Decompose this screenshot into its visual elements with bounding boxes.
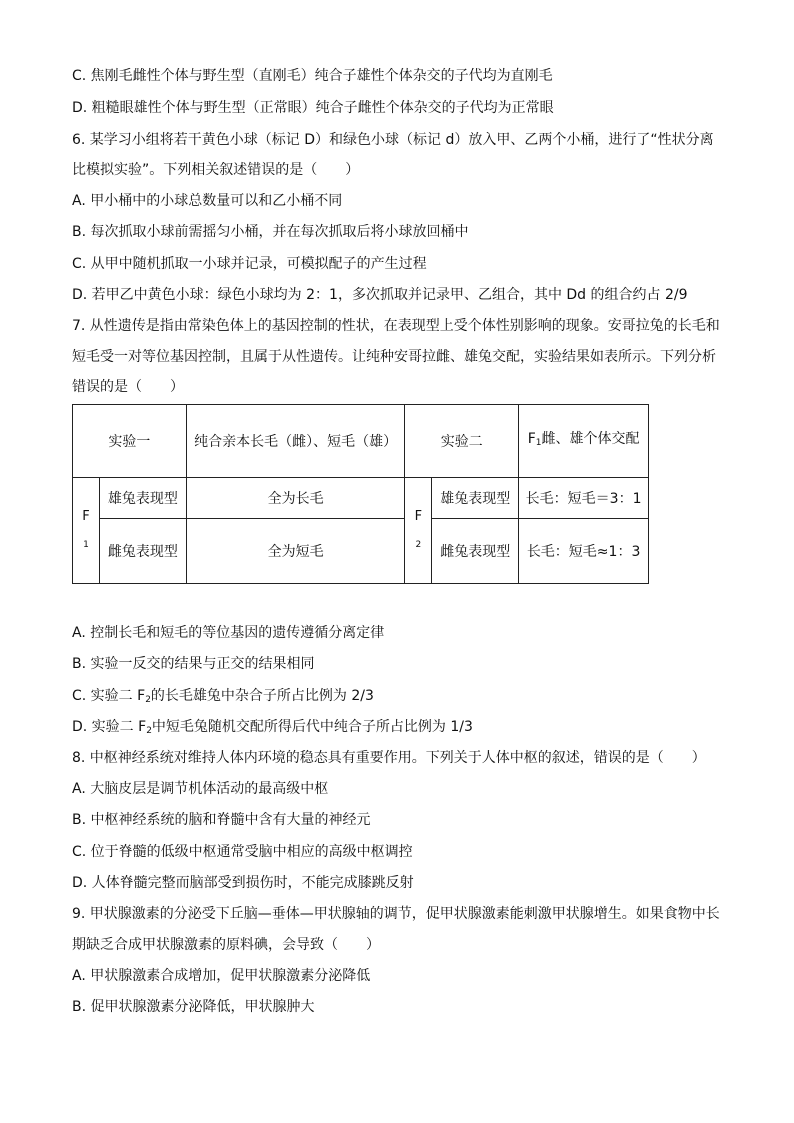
exp1-female-label: 雌兔表现型 [99,519,186,584]
question-7-option-d [72,717,722,741]
question-7-stem-line-2: 短毛受一对等位基因控制，且属于从性遗传。让纯种安哥拉雌、雄兔交配，实验结果如表所示。下列分析 [72,349,716,365]
experiment-2-header: 实验二 [405,405,519,478]
q7-option-d-pre: D. 实验二 F [72,719,147,735]
question-7-option-a: A. 控制长毛和短毛的等位基因的遗传遵循分离定律 [72,625,385,641]
q7-option-d-sub: 2 [146,726,152,736]
exp2-male-label: 雄兔表现型 [432,478,519,519]
question-6-option-b: B. 每次抓取小球前需摇匀小桶，并在每次抓取后将小球放回桶中 [72,224,469,240]
q7-option-c-sub: 2 [145,695,151,705]
exp1-female-result: 全为短毛 [186,519,405,584]
question-6-option-a: A. 甲小桶中的小球总数量可以和乙小桶不同 [72,193,343,209]
exp2-male-result: 长毛：短毛＝3：1 [519,478,649,519]
f2-subscript: 2 [415,539,422,550]
f2-generation-label [405,478,432,584]
question-7-option-c [72,686,722,710]
exp2-desc-text: 雌、雄个体交配 [541,431,640,447]
q7-option-d-post: 中短毛兔随机交配所得后代中纯合子所占比例为 1/3 [151,719,473,735]
experiment-2-description [519,405,649,478]
f1-subscript: 1 [83,539,89,550]
table-row-male [73,478,649,519]
question-6-stem-line-2: 比模拟实验”。下列相关叙述错误的是（ ） [72,162,360,178]
f1-generation-label [73,478,100,584]
question-8-stem: 8. 中枢神经系统对维持人体内环境的稳态具有重要作用。下列关于人体中枢的叙述，错误的是（ ） [72,750,706,766]
f1-letter: F [82,508,90,524]
exp2-female-result: 长毛：短毛≈1：3 [519,519,649,584]
question-7-stem-line-1: 7. 从性遗传是指由常染色体上的基因控制的性状，在表现型上受个体性别影响的现象。安哥拉兔的长毛和 [72,318,720,334]
question-6-option-c: C. 从甲中随机抓取一小球并记录，可模拟配子的产生过程 [72,256,427,272]
q7-option-c-post: 的长毛雄兔中杂合子所占比例为 2/3 [150,688,374,704]
question-9-stem-line-2: 期缺乏合成甲状腺激素的原料碘，会导致（ ） [72,937,380,953]
exp2-desc-sub: 1 [535,438,542,448]
question-9-option-b: B. 促甲状腺激素分泌降低，甲状腺肿大 [72,999,315,1015]
exp2-female-label: 雌兔表现型 [432,519,519,584]
question-7-option-b: B. 实验一反交的结果与正交的结果相同 [72,656,315,672]
experiment-table [72,404,649,584]
question-9-option-a: A. 甲状腺激素合成增加，促甲状腺激素分泌降低 [72,968,371,984]
question-8-option-d: D. 人体脊髓完整而脑部受到损伤时，不能完成膝跳反射 [72,875,414,891]
question-6-option-d: D. 若甲乙中黄色小球：绿色小球均为 2：1，多次抓取并记录甲、乙组合，其中 Dd 的组合约占 2/9 [72,287,688,303]
table-header-row [73,405,649,478]
question-8-option-b: B. 中枢神经系统的脑和脊髓中含有大量的神经元 [72,812,371,828]
question-6-stem-line-1: 6. 某学习小组将若干黄色小球（标记 D）和绿色小球（标记 d）放入甲、乙两个小桶，进行了“性状分离 [72,132,714,148]
experiment-1-header: 实验一 [73,405,187,478]
question-9-stem-line-1: 9. 甲状腺激素的分泌受下丘脑—垂体—甲状腺轴的调节，促甲状腺激素能刺激甲状腺增生。如果食物中长 [72,906,720,922]
option-d-prev: D. 粗糙眼雄性个体与野生型（正常眼）纯合子雌性个体杂交的子代均为正常眼 [72,100,554,116]
exp1-male-label: 雄兔表现型 [99,478,186,519]
f2-letter: F [414,508,423,524]
experiment-1-description: 纯合亲本长毛（雌）、短毛（雄） [186,405,405,478]
exp1-male-result: 全为长毛 [186,478,405,519]
option-c-prev: C. 焦刚毛雌性个体与野生型（直刚毛）纯合子雄性个体杂交的子代均为直刚毛 [72,68,553,84]
question-8-option-a: A. 大脑皮层是调节机体活动的最高级中枢 [72,781,329,797]
q7-option-c-pre: C. 实验二 F [72,688,146,704]
table-row-female [73,519,649,584]
question-7-stem-line-3: 错误的是（ ） [72,379,184,395]
question-8-option-c: C. 位于脊髓的低级中枢通常受脑中相应的高级中枢调控 [72,844,413,860]
exp2-desc-f: F [527,431,536,447]
